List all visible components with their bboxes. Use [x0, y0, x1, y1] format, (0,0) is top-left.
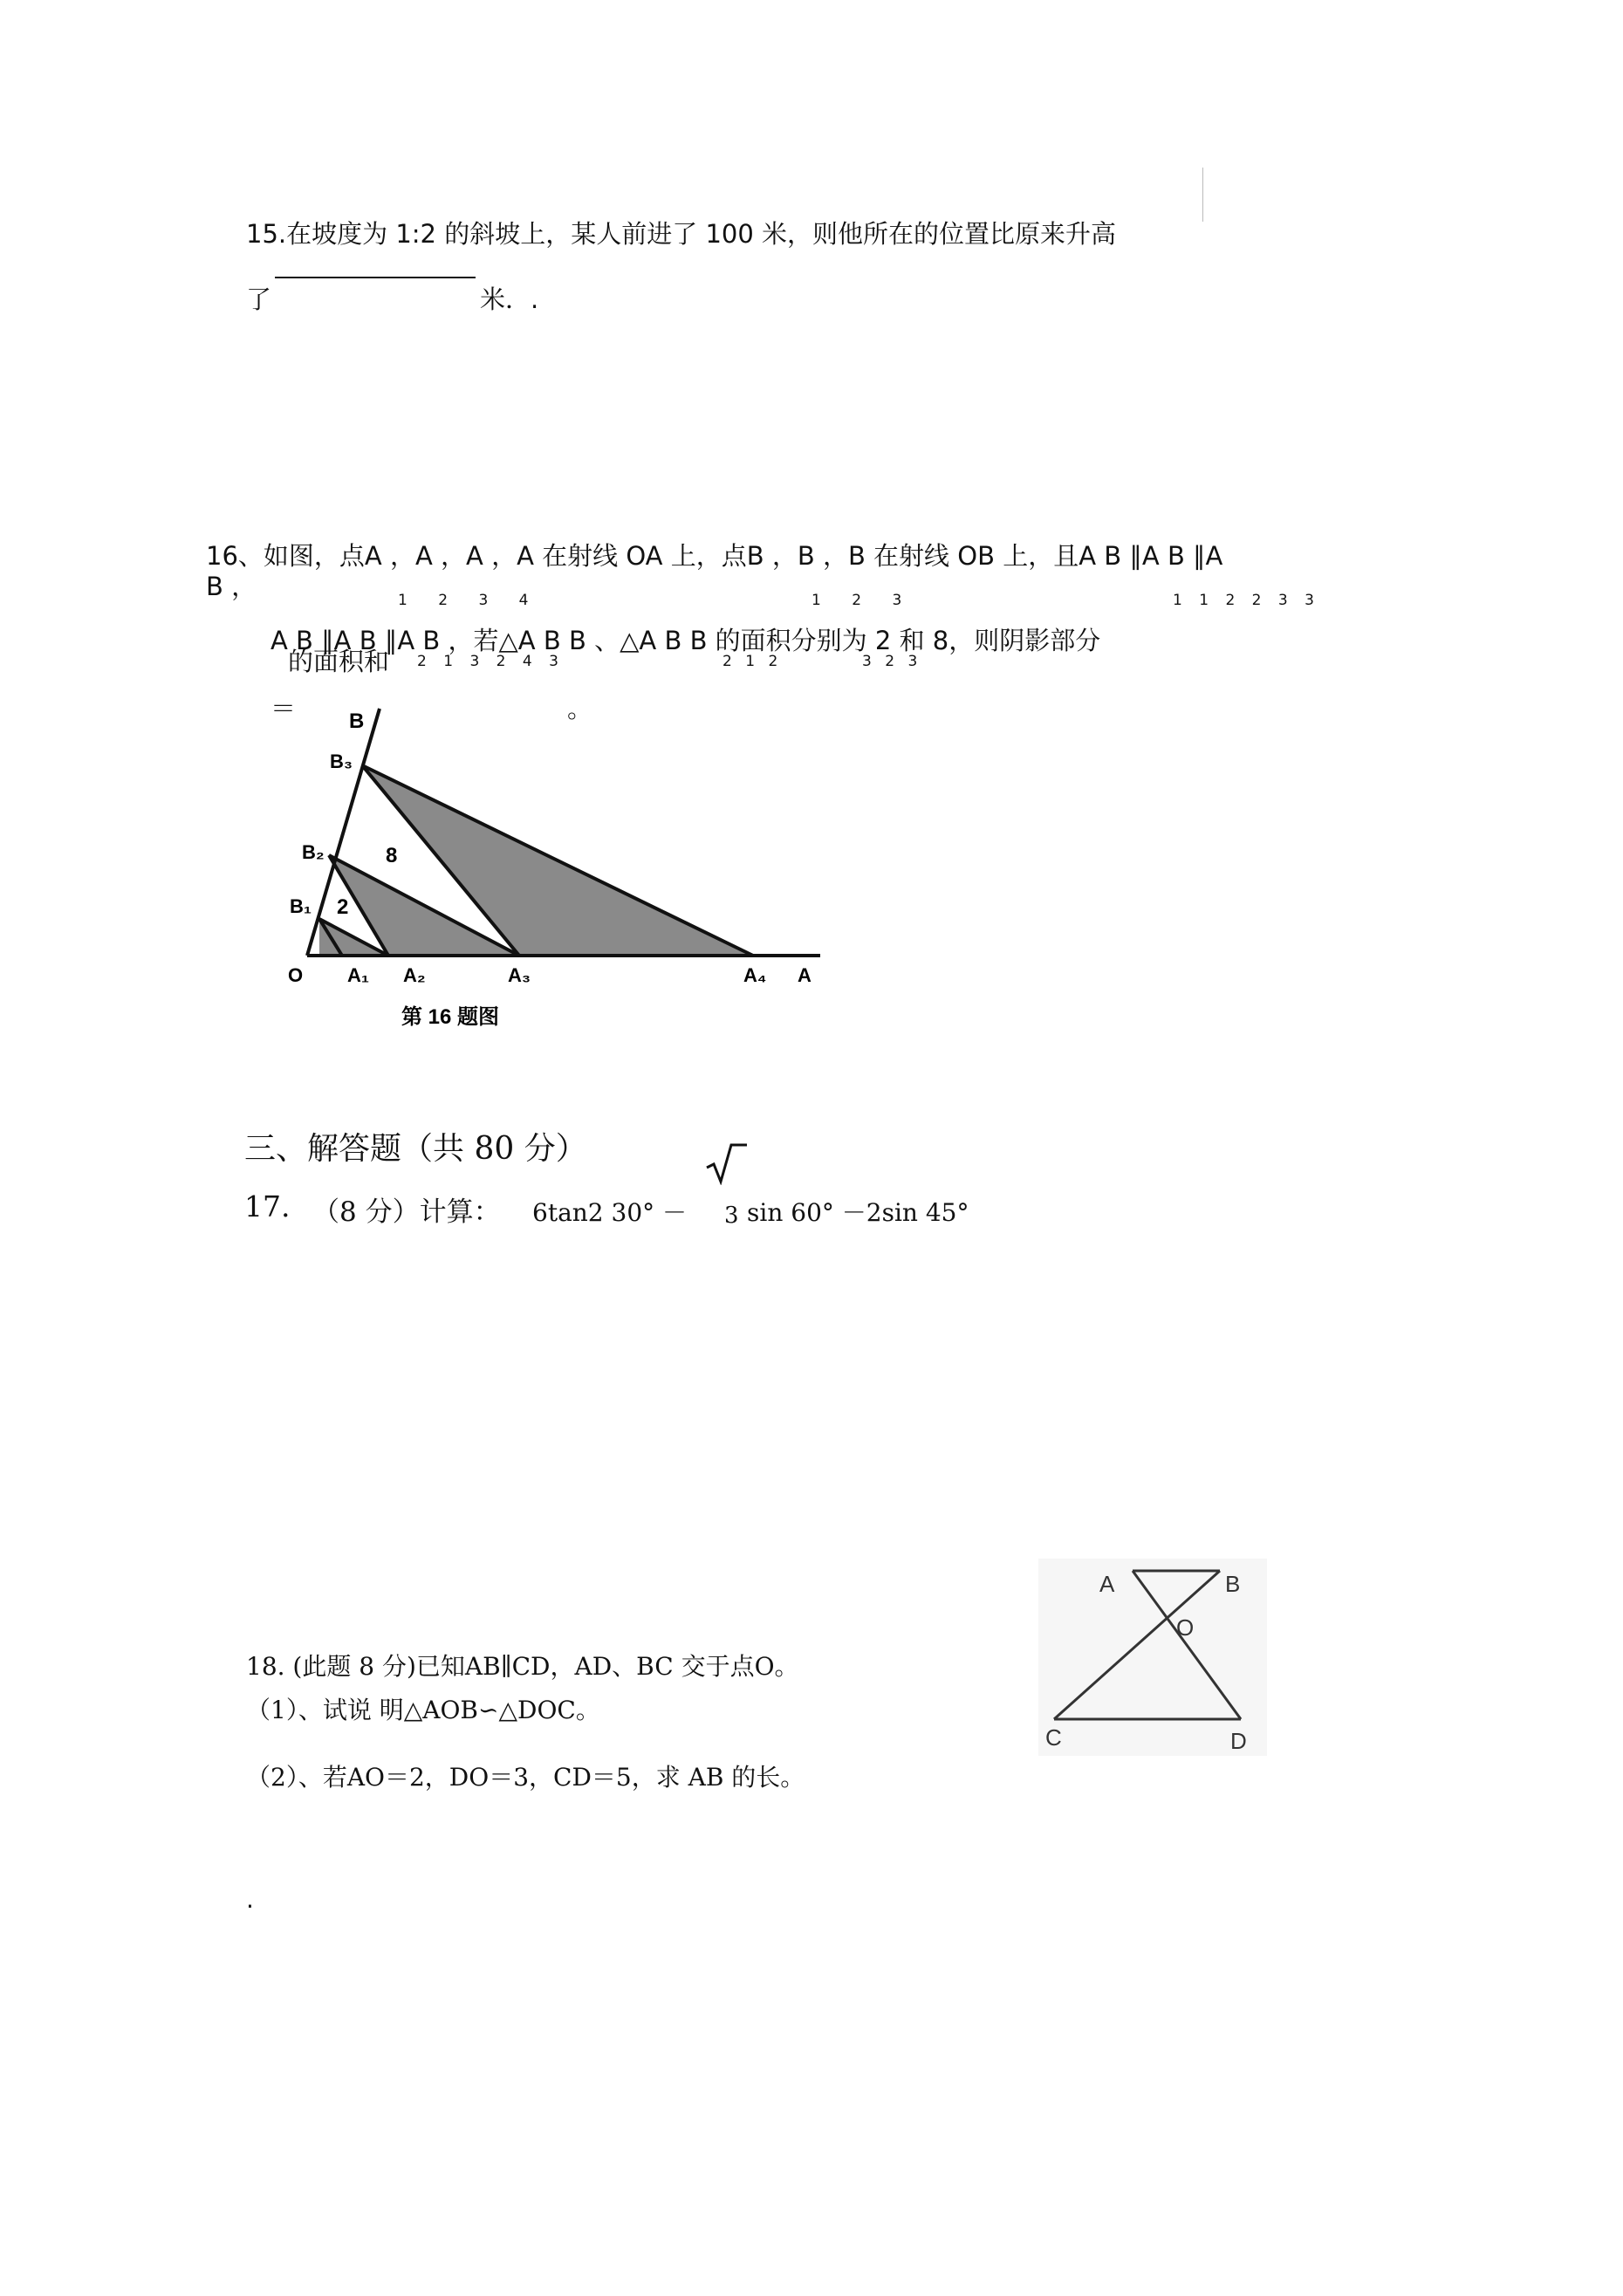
label-a1: A₁ — [347, 964, 369, 986]
segment-bc — [1054, 1571, 1220, 1719]
q16-subscripts-d: 2 1 3 2 4 3 — [417, 653, 558, 670]
label-o: O — [288, 964, 304, 986]
q17-number: 17. — [244, 1189, 291, 1223]
label-b3: B₃ — [330, 750, 353, 772]
label-d: D — [1230, 1728, 1247, 1754]
q16-subscripts-b: 1 2 3 — [812, 592, 902, 609]
label-c: C — [1045, 1724, 1062, 1751]
q16-line3-start: ＝ — [270, 694, 297, 723]
label-b2: B₂ — [302, 841, 325, 863]
label-o: O — [1176, 1614, 1195, 1641]
label-b1: B₁ — [290, 895, 312, 917]
q16-subscripts-a: 1 2 3 4 — [398, 592, 529, 609]
label-a2: A₂ — [403, 964, 426, 986]
q18-figure — [1038, 1559, 1267, 1756]
label-area-2: 2 — [337, 895, 349, 919]
q16-line2: A B ∥A B ∥A B ，若△A B B 、△A B B 的面积分别为 2 和 8，则阴影部分 — [270, 626, 1101, 655]
q15-line2-end: 米．. — [480, 284, 539, 314]
label-a: A — [798, 964, 812, 986]
label-a3: A₃ — [508, 964, 531, 986]
sqrt-symbol-icon — [705, 1141, 749, 1185]
q15-answer-blank[interactable] — [275, 277, 476, 278]
q16-figure — [279, 698, 838, 1038]
q17-score: （8 分）计算： — [312, 1196, 501, 1228]
q17-expr-b: sin 60° －2sin 45° — [747, 1198, 969, 1227]
section3-heading: 三、解答题（共 80 分） — [244, 1131, 587, 1167]
q15-line2-start: 了 — [246, 284, 272, 314]
edge-mark — [1202, 168, 1203, 222]
q16-subscripts-f: 3 2 3 — [862, 653, 918, 670]
q18-part1: （1）、试说 明△AOB∽△DOC。 — [246, 1696, 600, 1724]
figure-caption: 第 16 题图 — [401, 1005, 500, 1029]
q16-line1: 16、如图，点A ，A ，A ，A 在射线 OA 上，点B ，B ，B 在射线 OB 上，且A B ∥A B ∥A — [206, 541, 1223, 571]
q18-part2: （2）、若AO＝2，DO＝3，CD＝5，求 AB 的长。 — [246, 1763, 805, 1792]
label-a: A — [1099, 1571, 1115, 1597]
label-b: B — [349, 709, 365, 733]
q15-line1: 15.在坡度为 1:2 的斜坡上，某人前进了 100 米，则他所在的位置比原来升高 — [246, 219, 1117, 249]
q18-line1: 18. (此题 8 分)已知AB∥CD，AD、BC 交于点O。 — [246, 1652, 799, 1681]
q17-radicand: 3 — [724, 1203, 739, 1229]
q16-subscripts-c: 1 1 2 2 3 3 — [1173, 592, 1314, 609]
q16-subscripts-e: 2 1 2 — [722, 653, 778, 670]
label-area-8: 8 — [386, 844, 398, 867]
label-b: B — [1225, 1571, 1241, 1597]
q17-expr-a: 6tan2 30° － — [532, 1198, 688, 1227]
q16-line2-under: 的面积和 — [288, 647, 390, 676]
q16-line1-wrap: B ， — [206, 572, 257, 601]
label-a4: A₄ — [743, 964, 767, 986]
footer-dot: . — [246, 1885, 254, 1914]
q16-line3-end: 。 — [567, 694, 593, 723]
